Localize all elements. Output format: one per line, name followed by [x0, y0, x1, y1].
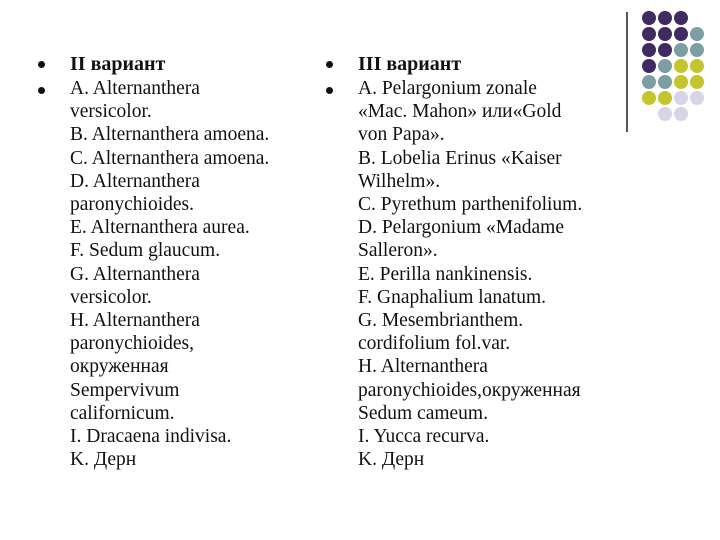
decor-dot [674, 107, 688, 121]
decor-dot [674, 43, 688, 57]
list-line: D. Alternanthera [70, 170, 200, 192]
list-line: cordifolium fol.var. [358, 333, 511, 355]
left-heading: II вариант [70, 53, 166, 75]
decor-dot [674, 27, 688, 41]
right-column [326, 51, 656, 471]
list-line: paronychioides,окруженная [358, 379, 581, 401]
decor-dot [658, 107, 672, 121]
decor-dot [658, 59, 672, 73]
bullet-icon [326, 61, 333, 68]
right-heading-item [326, 51, 656, 77]
list-line: C. Pyrethum parthenifolium. [358, 194, 583, 216]
decor-dot [658, 27, 672, 41]
decor-dot [674, 11, 688, 25]
list-line: A. Alternanthera [70, 78, 200, 99]
decor-dot [642, 11, 656, 25]
list-line: C. Alternanthera amoena. [70, 147, 270, 169]
bullet-icon [38, 61, 45, 68]
list-line: F. Sedum glaucum. [70, 240, 221, 262]
list-line: H. Alternanthera [70, 310, 200, 332]
decor-dot [674, 91, 688, 105]
decor-dot [658, 91, 672, 105]
list-line: K. Дерн [70, 449, 137, 471]
left-column [38, 51, 318, 471]
decor-dot [690, 43, 704, 57]
decor-dot [690, 91, 704, 105]
list-line: paronychioides. [70, 194, 195, 216]
list-line: californicum. [70, 402, 175, 424]
list-line: A. Pelargonium zonale [358, 78, 537, 99]
list-line: versicolor. [70, 286, 152, 308]
right-plant-list [358, 77, 656, 471]
list-line: B. Alternanthera amoena. [70, 124, 270, 146]
left-list-item [38, 77, 318, 471]
list-line: versicolor. [70, 101, 152, 123]
list-line: I. Yucca recurva. [358, 426, 490, 448]
decor-dot [674, 59, 688, 73]
decor-dot [658, 75, 672, 89]
list-line: G. Mesembrianthem. [358, 310, 524, 332]
list-line: Salleron». [358, 240, 438, 262]
list-line: G. Alternanthera [70, 263, 200, 285]
list-line: von Papa». [358, 124, 445, 146]
list-line: D. Pelargonium «Madame [358, 217, 564, 239]
list-line: E. Alternanthera aurea. [70, 217, 250, 239]
list-line: окруженная [70, 356, 169, 378]
list-line: I. Dracaena indivisa. [70, 426, 232, 448]
decor-dot [690, 27, 704, 41]
list-line: Sedum cameum. [358, 402, 488, 424]
left-heading-item [38, 51, 318, 77]
list-line: B. Lobelia Erinus «Kaiser [358, 147, 562, 169]
right-list-item [326, 77, 656, 471]
list-line: E. Perilla nankinensis. [358, 263, 533, 285]
decor-dot [642, 27, 656, 41]
list-line: «Mac. Mahon» или«Gold [358, 101, 562, 123]
list-line: paronychioides, [70, 333, 195, 355]
list-line: F. Gnaphalium lanatum. [358, 286, 546, 308]
decor-dot [658, 11, 672, 25]
list-line: H. Alternanthera [358, 356, 488, 378]
list-line: K. Дерн [358, 449, 425, 471]
list-line: Wilhelm». [358, 170, 441, 192]
right-heading: III вариант [358, 53, 462, 75]
bullet-icon [326, 87, 333, 94]
decor-dot [690, 75, 704, 89]
decor-dot [690, 59, 704, 73]
decor-dot [658, 43, 672, 57]
list-line: Sempervivum [70, 379, 180, 401]
bullet-icon [38, 87, 45, 94]
decor-dot [674, 75, 688, 89]
left-plant-list [70, 77, 318, 471]
